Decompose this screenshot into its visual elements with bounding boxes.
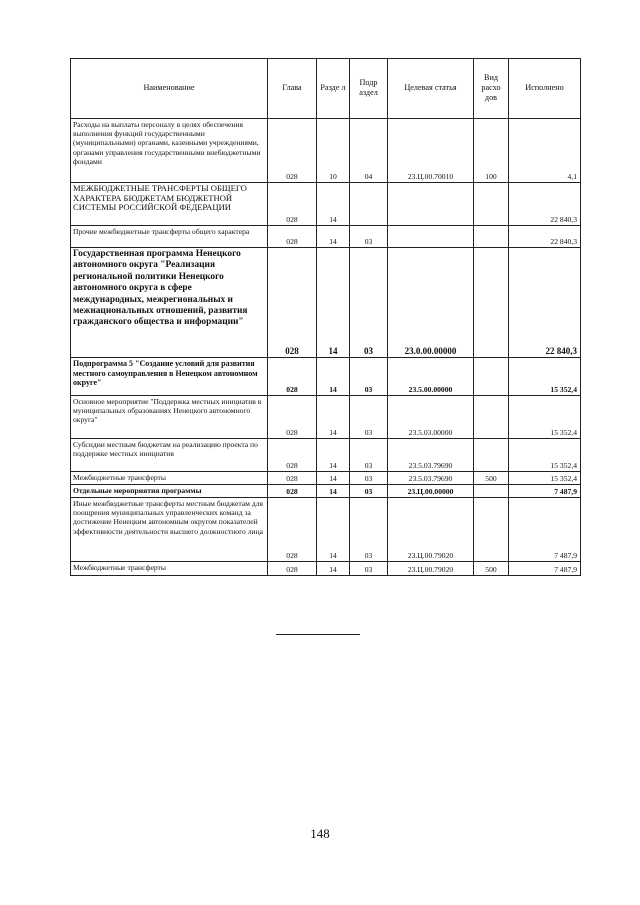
row-subsection: 03	[350, 472, 388, 485]
row-section: 14	[317, 226, 350, 248]
row-target: 23.5.03.00000	[388, 396, 474, 439]
row-chapter: 028	[268, 119, 317, 183]
row-chapter: 028	[268, 485, 317, 498]
row-expense-type: 100	[474, 119, 509, 183]
row-target: 23.5.03.79690	[388, 472, 474, 485]
row-expense-type	[474, 226, 509, 248]
table-row	[71, 396, 581, 439]
row-target: 23.Ц.00.70010	[388, 119, 474, 183]
row-section: 14	[317, 183, 350, 226]
separator-line	[276, 634, 360, 635]
row-section: 10	[317, 119, 350, 183]
row-executed: 7 487,9	[509, 562, 581, 576]
row-section: 14	[317, 358, 350, 396]
row-executed: 15 352,4	[509, 439, 581, 472]
row-expense-type	[474, 358, 509, 396]
row-expense-type: 500	[474, 562, 509, 576]
row-executed: 15 352,4	[509, 472, 581, 485]
row-section: 14	[317, 562, 350, 576]
row-target: 23.Ц.00.79020	[388, 562, 474, 576]
row-name: Отдельные мероприятия программы	[71, 485, 268, 498]
row-subsection: 03	[350, 562, 388, 576]
row-chapter: 028	[268, 358, 317, 396]
row-section: 14	[317, 472, 350, 485]
row-executed: 22 840,3	[509, 226, 581, 248]
row-target: 23.Ц.00.79020	[388, 498, 474, 562]
row-expense-type	[474, 485, 509, 498]
row-subsection: 03	[350, 498, 388, 562]
row-executed: 7 487,9	[509, 485, 581, 498]
table-row	[71, 439, 581, 472]
row-target	[388, 226, 474, 248]
row-subsection: 03	[350, 485, 388, 498]
row-name: Межбюджетные трансферты	[71, 472, 268, 485]
row-chapter: 028	[268, 472, 317, 485]
row-name: Подпрограмма 5 "Создание условий для развития местного самоуправления в Ненецком автономном округе"	[71, 358, 268, 396]
row-expense-type	[474, 248, 509, 358]
row-section: 14	[317, 485, 350, 498]
row-target: 23.Ц.00.00000	[388, 485, 474, 498]
row-name: Государственная программа Ненецкого автономного округа "Реализация региональной политики Ненецкого автономного округа в сфере международных, межрегиональных и межнациональных отношений, развития гражданского общества и информации"	[71, 248, 268, 358]
row-subsection: 03	[350, 226, 388, 248]
row-section: 14	[317, 498, 350, 562]
row-chapter: 028	[268, 396, 317, 439]
table-row	[71, 498, 581, 562]
table-row	[71, 248, 581, 358]
row-subsection: 03	[350, 396, 388, 439]
row-name: Межбюджетные трансферты	[71, 562, 268, 576]
row-subsection	[350, 183, 388, 226]
row-subsection: 03	[350, 248, 388, 358]
row-target: 23.0.00.00000	[388, 248, 474, 358]
row-chapter: 028	[268, 562, 317, 576]
table-row	[71, 485, 581, 498]
header-executed: Исполнено	[509, 59, 581, 119]
page-number: 148	[310, 826, 330, 841]
row-name: Расходы на выплаты персоналу в целях обеспечения выполнения функций государственными (муниципальными) органами, казенными учреждениями, органами управления государственными внебюджетными фондами	[71, 119, 268, 183]
row-executed: 15 352,4	[509, 396, 581, 439]
table-row	[71, 183, 581, 226]
header-name: Наименование	[71, 59, 268, 119]
row-name: МЕЖБЮДЖЕТНЫЕ ТРАНСФЕРТЫ ОБЩЕГО ХАРАКТЕРА БЮДЖЕТАМ БЮДЖЕТНОЙ СИСТЕМЫ РОССИЙСКОЙ ФЕДЕРАЦИИ	[71, 183, 268, 226]
row-target: 23.5.03.79690	[388, 439, 474, 472]
row-expense-type	[474, 439, 509, 472]
header-chapter: Глава	[268, 59, 317, 119]
row-executed: 22 840,3	[509, 248, 581, 358]
row-name: Прочие межбюджетные трансферты общего характера	[71, 226, 268, 248]
row-name: Субсидии местным бюджетам на реализацию проекта по поддержке местных инициатив	[71, 439, 268, 472]
row-section: 14	[317, 248, 350, 358]
row-name: Иные межбюджетные трансферты местным бюджетам для поощрения муниципальных управленческих команд за достижение Ненецким автономным округом показателей эффективности деятельности высшего должностного лица	[71, 498, 268, 562]
table-row	[71, 226, 581, 248]
table-row	[71, 119, 581, 183]
budget-table	[70, 58, 581, 576]
row-chapter: 028	[268, 439, 317, 472]
row-expense-type	[474, 183, 509, 226]
row-chapter: 028	[268, 226, 317, 248]
row-target	[388, 183, 474, 226]
row-chapter: 028	[268, 183, 317, 226]
header-subsection: Подр аздел	[350, 59, 388, 119]
row-executed: 22 840,3	[509, 183, 581, 226]
row-chapter: 028	[268, 498, 317, 562]
table-row	[71, 472, 581, 485]
row-target: 23.5.00.00000	[388, 358, 474, 396]
header-expense-type: Вид расхо дов	[474, 59, 509, 119]
header-section: Разде л	[317, 59, 350, 119]
row-expense-type	[474, 498, 509, 562]
row-subsection: 04	[350, 119, 388, 183]
row-section: 14	[317, 396, 350, 439]
table-row	[71, 358, 581, 396]
row-subsection: 03	[350, 358, 388, 396]
table-row	[71, 562, 581, 576]
row-expense-type: 500	[474, 472, 509, 485]
row-expense-type	[474, 396, 509, 439]
row-chapter: 028	[268, 248, 317, 358]
row-section: 14	[317, 439, 350, 472]
row-executed: 4,1	[509, 119, 581, 183]
row-executed: 7 487,9	[509, 498, 581, 562]
row-subsection: 03	[350, 439, 388, 472]
table-header-row	[71, 59, 581, 119]
row-executed: 15 352,4	[509, 358, 581, 396]
row-name: Основное мероприятие "Поддержка местных инициатив в муниципальных образованиях Ненецкого автономного округа"	[71, 396, 268, 439]
header-target: Целевая статья	[388, 59, 474, 119]
